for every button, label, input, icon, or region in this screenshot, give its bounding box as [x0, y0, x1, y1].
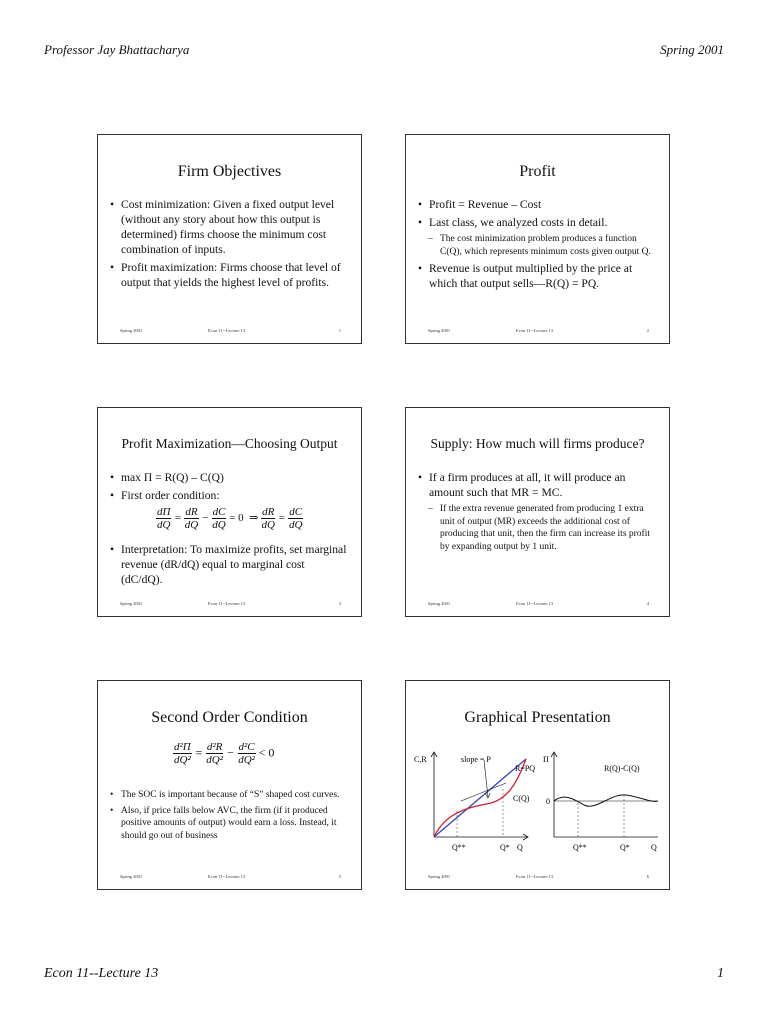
profit-zero-label: 0	[546, 797, 550, 806]
bullet-item: • Profit maximization: Firms choose that level of output that yields the highest level of profits.	[110, 260, 349, 290]
slope-tangent-line	[461, 783, 506, 801]
slide-title: Supply: How much will firms produce?	[430, 436, 645, 451]
cost-label: C(Q)	[513, 794, 530, 803]
bullet-list	[418, 197, 657, 294]
left-q-axis-label: Q	[517, 843, 523, 852]
slide-firm-objectives	[97, 134, 362, 344]
revenue-label: R=PQ	[515, 764, 536, 773]
bullet-item: • Also, if price falls below AVC, the firm (if it produced positive amounts of output) would earn a loss. Instead, it should go out of business	[110, 805, 349, 843]
page-header-term: Spring 2001	[660, 42, 724, 57]
slide-page-number: 2	[646, 328, 649, 333]
right-q-star-label: Q*	[620, 843, 630, 852]
slide-footer-date: Spring 2001	[120, 874, 143, 879]
slide-supply	[405, 407, 670, 617]
profit-curve	[554, 795, 658, 806]
bullet-item: • Last class, we analyzed costs in detail.	[418, 215, 657, 230]
bullet-item: • Profit = Revenue – Cost	[418, 197, 657, 212]
page-number: 1	[717, 966, 724, 981]
right-y-label: Π	[543, 755, 549, 764]
sub-bullet-item: – If the extra revenue generated from producing 1 extra unit of output (MR) exceeds the additional cost of producing that unit, then the firm can increase its profit by expanding output by 1 unit.	[418, 503, 657, 553]
slide-title: Profit Maximization—Choosing Output	[121, 436, 338, 451]
second-order-condition-equation: $\frac{\text{d²Π}}{\text{dQ²}}$ = $\frac{\text{d²R}}{\text{dQ²}}$ − $\frac{\text{d²C}}{\text{dQ²}}$ < 0	[174, 741, 275, 766]
slide-footer-course: Econ 11--Lecture 13	[208, 601, 246, 606]
q-double-star-label: Q**	[452, 843, 466, 852]
slide-second-order-condition	[97, 680, 362, 890]
slide-footer-date: Spring 2001	[120, 328, 143, 333]
first-order-condition-equation: $\frac{d\Pi}{dQ}$ = $\frac{dR}{dQ}$ − $\frac{dC}{dQ}$ = 0 ⇒ $\frac{dR}{dQ}$ = $\frac{dC}{dQ}$	[157, 506, 303, 531]
slide-page-number: 6	[646, 874, 649, 879]
profit-label: R(Q)-C(Q)	[604, 764, 640, 773]
bullet-list	[110, 789, 349, 845]
bullet-item: • First order condition:	[110, 488, 349, 503]
slide-footer-course: Econ 11--Lecture 13	[208, 874, 246, 879]
left-y-label: C,R	[414, 755, 427, 764]
bullet-item: • Cost minimization: Given a fixed output level (without any story about how this output is determined) firms choose the minimum cost combination of inputs.	[110, 197, 349, 257]
slide-footer-course: Econ 11--Lecture 13	[516, 601, 554, 606]
slide-footer-course: Econ 11--Lecture 13	[208, 328, 246, 333]
slide-page-number: 1	[338, 328, 341, 333]
page-footer-course: Econ 11--Lecture 13	[44, 966, 159, 981]
right-q-axis-label: Q	[651, 843, 657, 852]
bullet-list	[110, 470, 349, 506]
slide-footer-date: Spring 2001	[120, 601, 143, 606]
slide-title: Firm Objectives	[177, 163, 282, 180]
slide-title: Profit	[519, 163, 556, 180]
slide-footer-course: Econ 11--Lecture 13	[516, 328, 554, 333]
slide-title: Graphical Presentation	[464, 709, 611, 726]
bullet-item: • Interpretation: To maximize profits, set marginal revenue (dR/dQ) equal to marginal cost (dC/dQ).	[110, 542, 349, 587]
page-header-author: Professor Jay Bhattacharya	[44, 42, 190, 57]
bullet-list	[418, 470, 657, 556]
bullet-item: • If a firm produces at all, it will produce an amount such that MR = MC.	[418, 470, 657, 500]
right-q-double-star-label: Q**	[573, 843, 587, 852]
slide-profit	[405, 134, 670, 344]
slope-label: slope = P	[461, 755, 491, 764]
bullet-list	[110, 542, 349, 590]
slide-profit-maximization	[97, 407, 362, 617]
q-star-label: Q*	[500, 843, 510, 852]
slide-title: Second Order Condition	[151, 709, 308, 726]
slide-graphical-presentation	[405, 680, 670, 890]
bullet-item: • Revenue is output multiplied by the price at which that output sells—R(Q) = PQ.	[418, 261, 657, 291]
slide-footer-date: Spring 2001	[428, 874, 451, 879]
bullet-list	[110, 197, 349, 293]
slide-footer-course: Econ 11--Lecture 13	[516, 874, 554, 879]
slide-page-number: 3	[338, 601, 341, 606]
sub-bullet-item: – The cost minimization problem produces a function C(Q), which represents minimum costs given output Q.	[418, 233, 657, 258]
slide-page-number: 5	[338, 874, 341, 879]
slide-footer-date: Spring 2001	[428, 601, 451, 606]
slide-page-number: 4	[646, 601, 649, 606]
bullet-item: • The SOC is important because of “S” shaped cost curves.	[110, 789, 349, 802]
slide-footer-date: Spring 2001	[428, 328, 451, 333]
graph-figure	[406, 741, 669, 891]
bullet-item: • max Π = R(Q) – C(Q)	[110, 470, 349, 485]
